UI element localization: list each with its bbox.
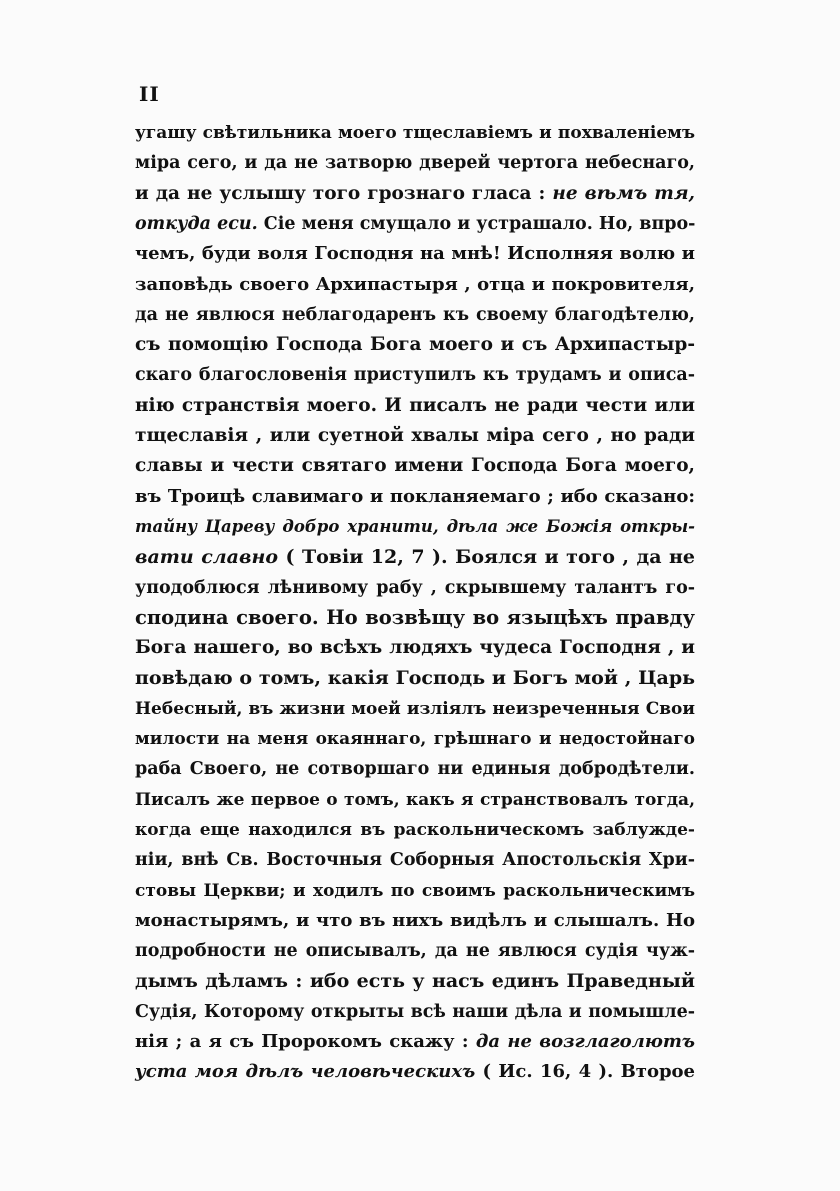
text-segment: уподоблюся лѣнивому рабу , скрывшему талантъ го-: [135, 577, 695, 598]
text-line: [135, 330, 695, 360]
page-number: II: [139, 82, 160, 106]
text-segment: повѣдаю о томъ, какія Господь и Богъ мой , Царь: [135, 667, 695, 690]
text-segment: подробности не описывалъ, да не явлюся судія чуж-: [135, 941, 695, 962]
text-segment: съ помощію Господа Бога моего и съ Архипастыр-: [135, 334, 695, 356]
text-line: [135, 542, 695, 572]
text-segment: и да не услышу того грознаго гласа :: [135, 182, 546, 204]
text-line: [135, 573, 695, 603]
text-line: [135, 270, 695, 300]
text-segment: когда еще находился въ раскольническомъ заблужде-: [135, 819, 695, 840]
text-segment: ( Товіи 12, 7 ). Боялся и того , да не: [278, 546, 695, 569]
text-line: [135, 421, 695, 451]
text-segment: Небесный, въ жизни моей излiялъ неизреченныя Свои: [135, 698, 695, 719]
text-line: [135, 815, 695, 845]
text-line: [135, 300, 695, 330]
text-segment: чемъ, буди воля Господня на мнѣ! Исполняя волю и: [135, 243, 695, 265]
text-segment: стовы Церкви; и ходилъ по своимъ раскольническимъ: [135, 880, 695, 901]
text-segment: нію странствія моего. И писалъ не ради чести или: [135, 394, 695, 416]
text-line: [135, 694, 695, 724]
text-segment: Сіе меня смущало и устрашало. Но, впро-: [257, 213, 696, 234]
text-line: [135, 391, 695, 421]
text-line: [135, 845, 695, 875]
text-line: [135, 633, 695, 663]
text-segment: скаго благословенія приступилъ къ трудамъ и описа-: [135, 365, 695, 386]
text-segment: славы и чести святаго имени Господа Бога моего,: [135, 455, 695, 477]
text-segment: Судія, Которому открыты всѣ наши дѣла и помышле-: [135, 1001, 695, 1022]
italic-text-segment: уста моя дѣлъ человѣческихъ: [135, 1061, 476, 1083]
text-segment: ( Ис. 16, 4 ). Второе: [475, 1061, 696, 1083]
text-segment: нiи, внѣ Св. Восточныя Соборныя Апостольскія Хри-: [135, 850, 695, 871]
text-line: [135, 663, 695, 693]
text-line: [135, 118, 695, 148]
text-line: [135, 148, 695, 178]
text-segment: заповѣдь своего Архипастыря , отца и покровителя,: [135, 273, 695, 295]
text-line: [135, 482, 695, 512]
italic-text-segment: откуда еси.: [135, 213, 258, 234]
text-segment: Писалъ же первое о томъ, какъ я странствовалъ тогда,: [135, 789, 695, 810]
text-line: [135, 966, 695, 996]
text-line: [135, 512, 695, 542]
text-segment: да не явлюся неблагодаренъ къ своему благодѣтелю,: [135, 304, 695, 325]
italic-text-segment: да не возглаголютъ: [468, 1031, 695, 1052]
text-line: [135, 360, 695, 390]
text-line: [135, 1027, 695, 1057]
text-segment: сподина своего. Но возвѣщу во языцѣхъ правду: [135, 605, 695, 629]
text-segment: милости на меня окаяннаго, грѣшнаго и недостойнаго: [135, 729, 695, 749]
text-line: [135, 876, 695, 906]
text-segment: монастырямъ, и что въ нихъ видѣлъ и слышалъ. Но: [135, 909, 695, 931]
text-line: [135, 754, 695, 784]
italic-text-segment: вати славно: [135, 546, 278, 569]
text-line: [135, 997, 695, 1027]
text-line: [135, 179, 695, 209]
text-line: [135, 1057, 695, 1087]
text-segment: угашу свѣтильника моего тщеславіемъ и похваленіемъ: [135, 123, 695, 143]
text-line: [135, 209, 695, 239]
italic-text-segment: тайну Цареву добро хранити, дѣла же Божія откры-: [135, 516, 695, 536]
text-body: [135, 118, 695, 1108]
text-line: [135, 239, 695, 269]
text-segment: Бога нашего, во всѣхъ людяхъ чудеса Господня , и: [135, 637, 695, 659]
text-segment: раба Своего, не сотворшаго ни единыя добродѣтели.: [135, 759, 695, 780]
text-line: [135, 603, 695, 633]
text-segment: нія ; а я съ Пророкомъ скажу :: [135, 1031, 469, 1052]
text-line: [135, 936, 695, 966]
text-line: [135, 785, 695, 815]
text-segment: тщеславія , или суетной хвалы міра сего , но ради: [135, 425, 695, 446]
italic-text-segment: не вѣмъ тя,: [545, 182, 695, 204]
text-line: [135, 906, 695, 936]
text-segment: въ Троицѣ славимаго и покланяемаго ; ибо сказано:: [135, 485, 695, 507]
text-line: [135, 724, 695, 754]
text-line: [135, 451, 695, 481]
text-segment: дымъ дѣламъ : ибо есть у насъ единъ Праведный: [135, 970, 695, 993]
text-segment: міра сего, и да не затворю дверей чертога небеснаго,: [135, 153, 695, 174]
